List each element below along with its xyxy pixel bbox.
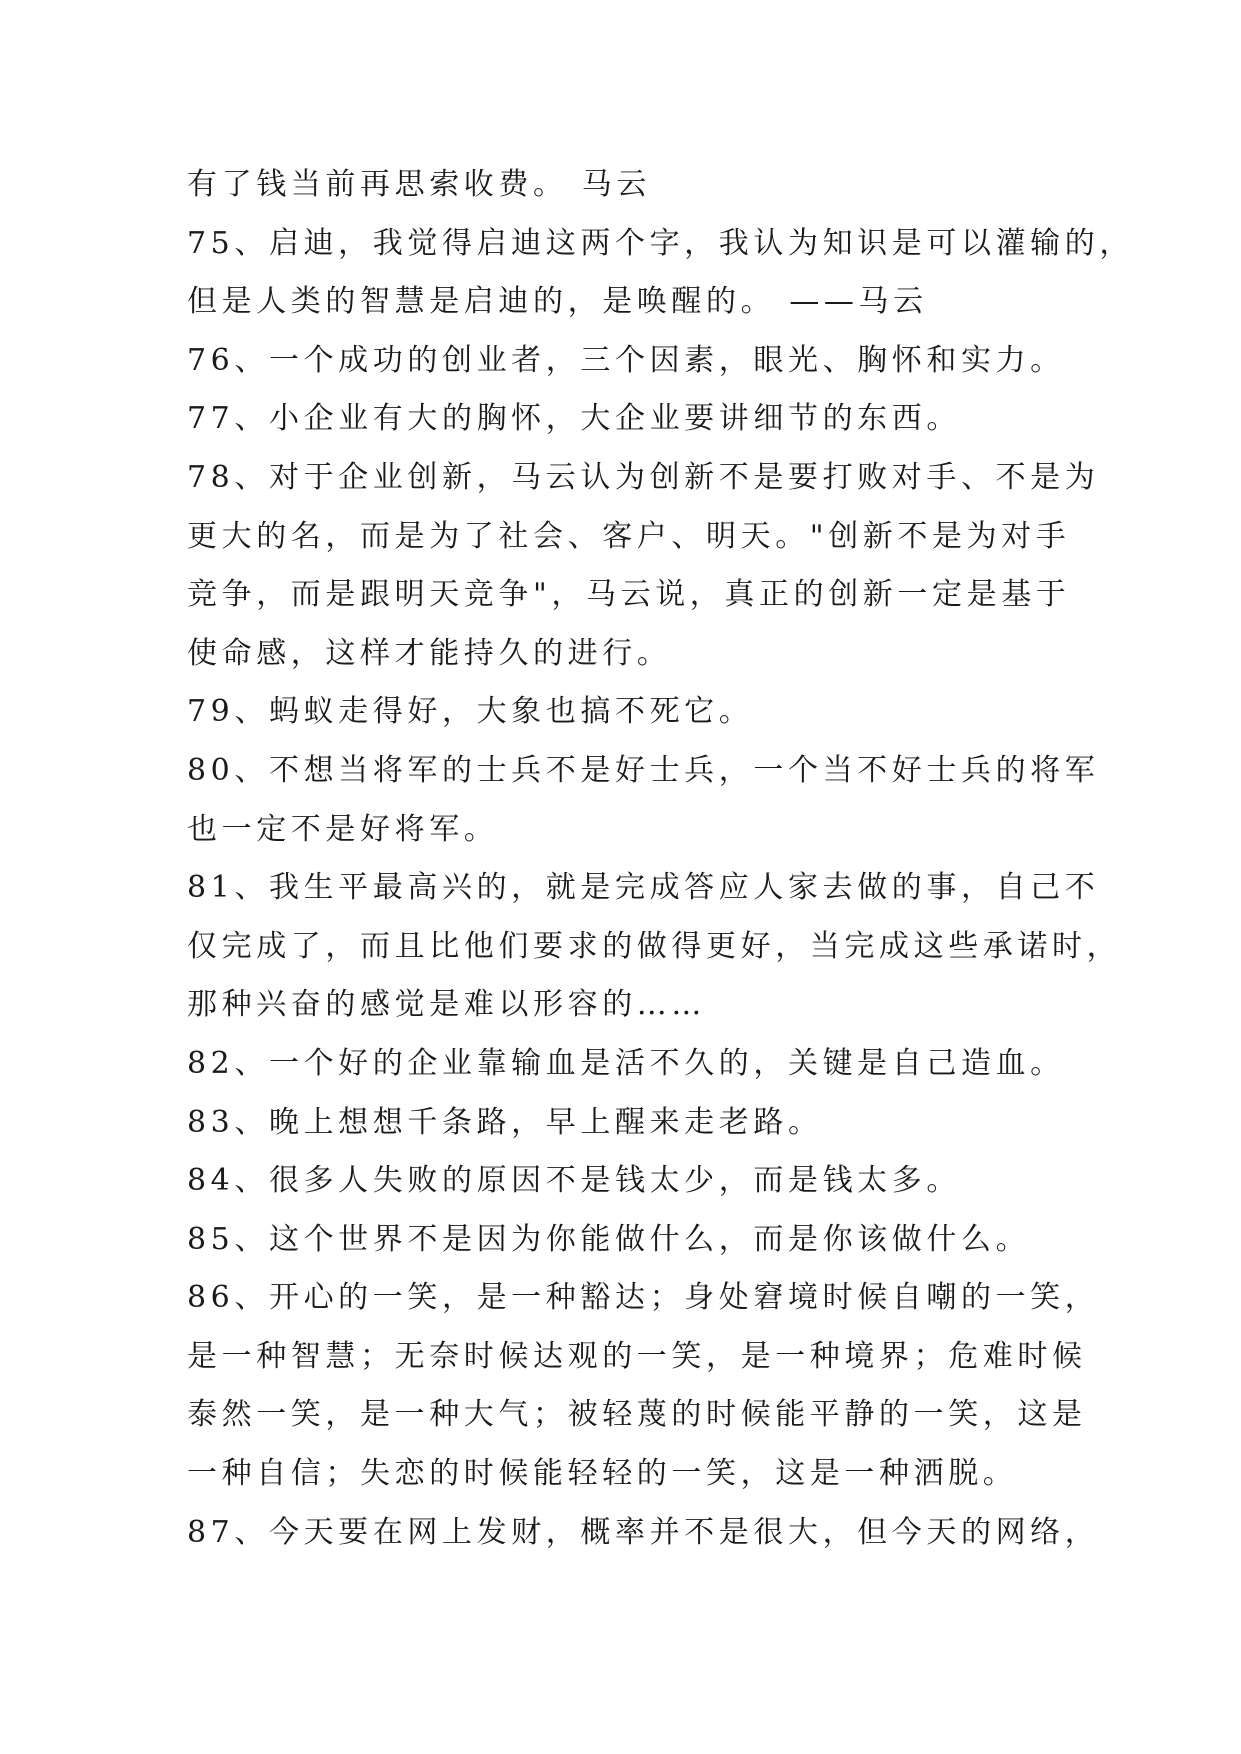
text-line: 79、蚂蚁走得好，大象也搞不死它。 bbox=[187, 694, 754, 730]
text-line: 82、一个好的企业靠输血是活不久的，关键是自己造血。 bbox=[187, 1045, 1065, 1081]
text-line: 80、不想当将军的士兵不是好士兵，一个当不好士兵的将军 bbox=[187, 752, 1100, 788]
text-line: 84、很多人失败的原因不是钱太少，而是钱太多。 bbox=[187, 1163, 961, 1199]
text-line: 一种自信；失恋的时候能轻轻的一笑，这是一种洒脱。 bbox=[187, 1456, 1018, 1492]
text-line: 泰然一笑，是一种大气；被轻蔑的时候能平静的一笑，这是 bbox=[187, 1397, 1087, 1433]
text-line: 81、我生平最高兴的，就是完成答应人家去做的事，自己不 bbox=[187, 870, 1100, 906]
text-line: 使命感，这样才能持久的进行。 bbox=[187, 635, 672, 671]
text-line: 76、一个成功的创业者，三个因素，眼光、胸怀和实力。 bbox=[187, 342, 1065, 378]
text-line: 是一种智慧；无奈时候达观的一笑，是一种境界；危难时候 bbox=[187, 1338, 1087, 1374]
text-line: 也一定不是好将军。 bbox=[187, 811, 499, 847]
document-body bbox=[187, 156, 1134, 1562]
text-line: 75、启迪，我觉得启迪这两个字，我认为知识是可以灌输的， bbox=[187, 225, 1134, 261]
text-line: 83、晚上想想千条路，早上醒来走老路。 bbox=[187, 1104, 823, 1140]
text-line: 78、对于企业创新，马云认为创新不是要打败对手、不是为 bbox=[187, 459, 1100, 495]
text-line: 77、小企业有大的胸怀，大企业要讲细节的东西。 bbox=[187, 401, 961, 437]
text-line: 85、这个世界不是因为你能做什么，而是你该做什么。 bbox=[187, 1221, 1031, 1257]
text-line: 86、开心的一笑，是一种豁达；身处窘境时候自嘲的一笑， bbox=[187, 1280, 1100, 1316]
text-line: 但是人类的智慧是启迪的，是唤醒的。 ——马云 bbox=[187, 284, 928, 320]
text-line: 有了钱当前再思索收费。 马云 bbox=[187, 167, 651, 202]
text-line: 仅完成了，而且比他们要求的做得更好，当完成这些承诺时， bbox=[187, 928, 1122, 964]
text-line: 竞争，而是跟明天竞争"，马云说，真正的创新一定是基于 bbox=[187, 577, 1071, 613]
text-line: 那种兴奋的感觉是难以形容的…… bbox=[187, 987, 706, 1023]
text-line: 更大的名，而是为了社会、客户、明天。"创新不是为对手 bbox=[187, 518, 1071, 554]
text-line: 87、今天要在网上发财，概率并不是很大，但今天的网络， bbox=[187, 1514, 1100, 1550]
